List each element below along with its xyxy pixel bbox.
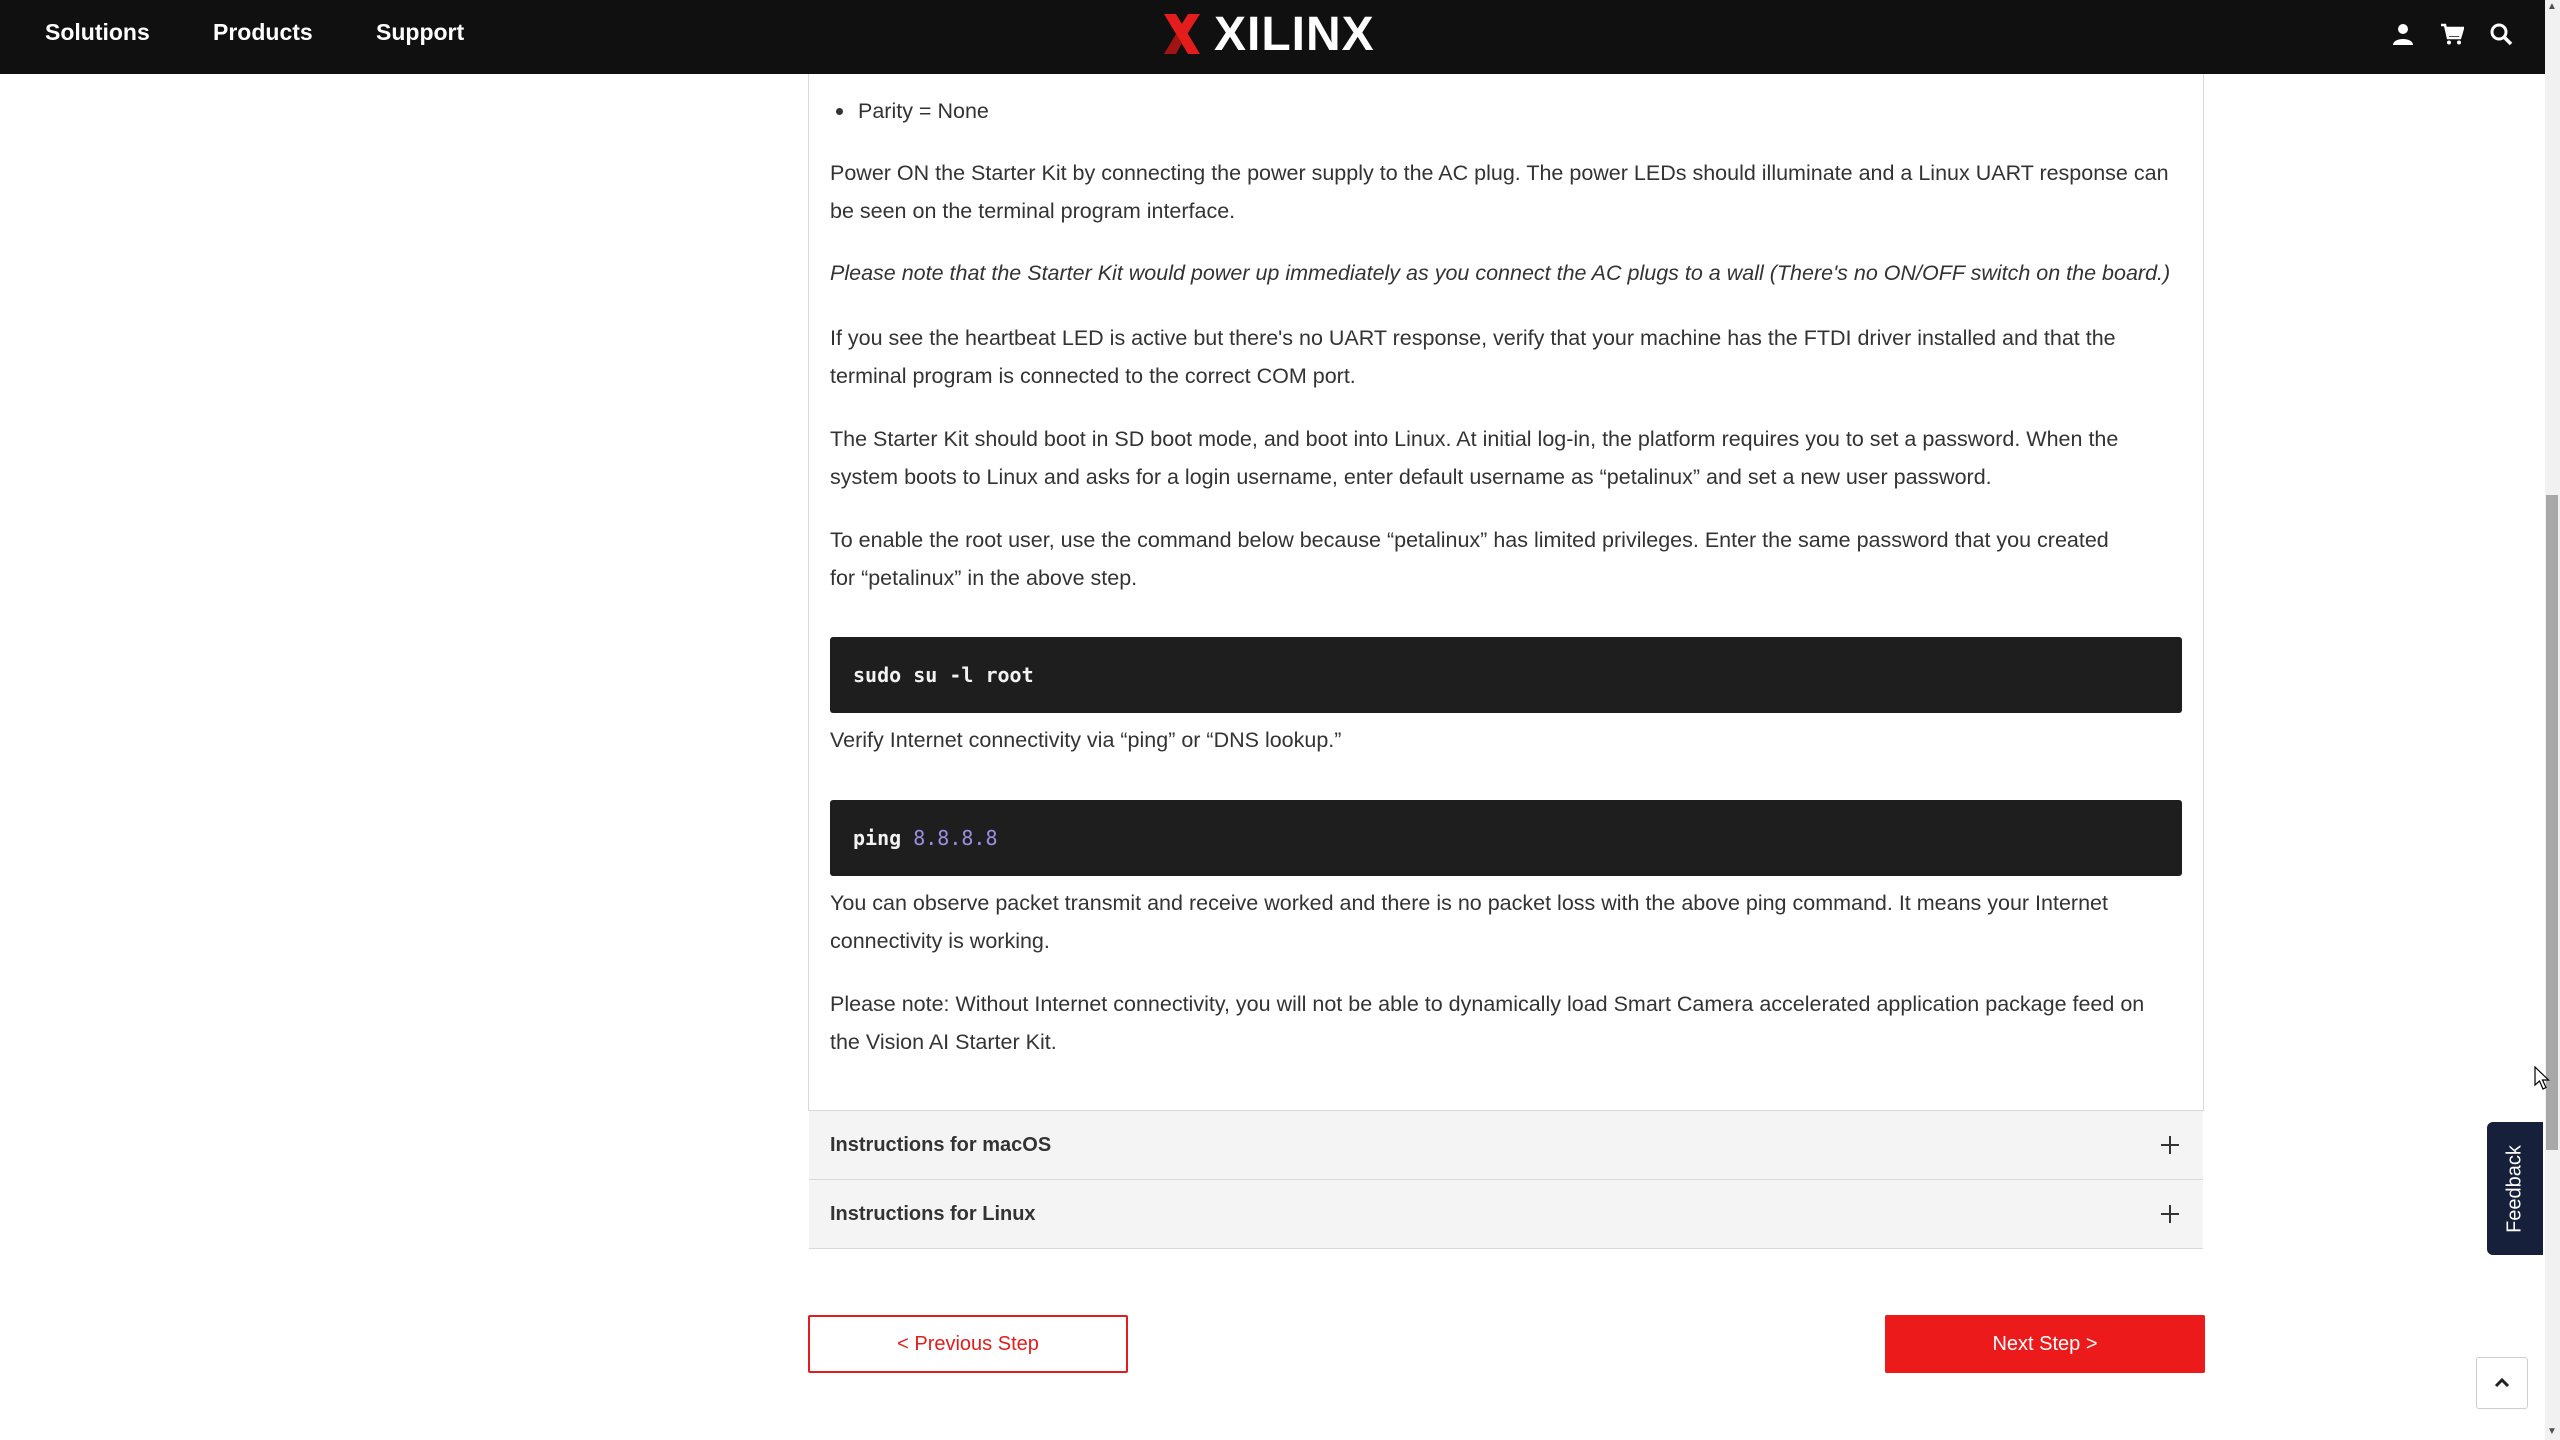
brand-name: XILINX (1214, 7, 1375, 61)
next-step-button[interactable]: Next Step > (1885, 1315, 2205, 1373)
paragraph-observe: You can observe packet transmit and receive worked and there is no packet loss with the above ping command. It means your Internet connectivity is working. (830, 891, 2108, 953)
scroll-down-arrow-icon[interactable]: ▼ (2547, 1426, 2557, 1437)
code-block-ping[interactable] (830, 800, 2182, 876)
list-item-parity: Parity = None (858, 93, 989, 130)
cart-icon[interactable] (2440, 22, 2464, 46)
xilinx-logo[interactable] (1162, 8, 1375, 60)
nav-support[interactable]: Support (376, 19, 465, 45)
scrollbar-thumb[interactable] (2546, 495, 2558, 1150)
feedback-label: Feedback (2503, 1144, 2526, 1233)
previous-step-button[interactable]: < Previous Step (808, 1315, 1128, 1373)
paragraph-power-note: Please note that the Starter Kit would power up immediately as you connect the AC plugs to a wall (There's no ON/OFF switch on the board.) (830, 261, 2171, 285)
plus-icon[interactable] (2161, 1204, 2181, 1224)
paragraph-verify: Verify Internet connectivity via “ping” or “DNS lookup.” (830, 728, 1342, 752)
code-block-sudo[interactable] (830, 637, 2182, 713)
accordion-linux-label: Instructions for Linux (830, 1203, 1036, 1225)
code-ping-command: ping (853, 826, 902, 850)
accordion-linux[interactable] (809, 1179, 2203, 1249)
search-icon[interactable] (2489, 22, 2513, 46)
top-navigation (0, 0, 2545, 74)
code-ping-address: 8.8.8.8 (913, 826, 998, 850)
nav-products[interactable]: Products (213, 19, 313, 45)
back-to-top-button[interactable] (2476, 1357, 2528, 1409)
paragraph-heartbeat: If you see the heartbeat LED is active but there's no UART response, verify that your machine has the FTDI driver installed and that the terminal program is connected to the correct COM port. (830, 326, 2116, 388)
xilinx-logo-icon (1162, 12, 1202, 56)
code-sudo: sudo su -l root (853, 663, 1034, 687)
paragraph-boot: The Starter Kit should boot in SD boot mode, and boot into Linux. At initial log-in, the platform requires you to set a password. When the system boots to Linux and asks for a login username, enter default username as “petalinux” and set a new user password. (830, 427, 2119, 489)
mouse-cursor-icon (2534, 1066, 2550, 1090)
nav-solutions[interactable]: Solutions (45, 19, 150, 45)
paragraph-power-on: Power ON the Starter Kit by connecting the power supply to the AC plug. The power LEDs should illuminate and a Linux UART response can be seen on the terminal program interface. (830, 161, 2169, 223)
feedback-tab[interactable] (2487, 1122, 2543, 1255)
plus-icon[interactable] (2161, 1135, 2181, 1155)
accordion-macos-label: Instructions for macOS (830, 1134, 1052, 1156)
chevron-up-icon (2476, 1357, 2528, 1409)
user-icon[interactable] (2391, 22, 2415, 46)
paragraph-please-note: Please note: Without Internet connectivity, you will not be able to dynamically load Smart Camera accelerated application package feed on the Vision AI Starter Kit. (830, 992, 2145, 1054)
paragraph-root-user: To enable the root user, use the command below because “petalinux” has limited privileges. Enter the same password that you created for “petalinux” in the above step. (830, 528, 2109, 590)
accordion-macos[interactable] (809, 1110, 2203, 1180)
scroll-up-arrow-icon[interactable]: ▲ (2547, 1, 2557, 12)
